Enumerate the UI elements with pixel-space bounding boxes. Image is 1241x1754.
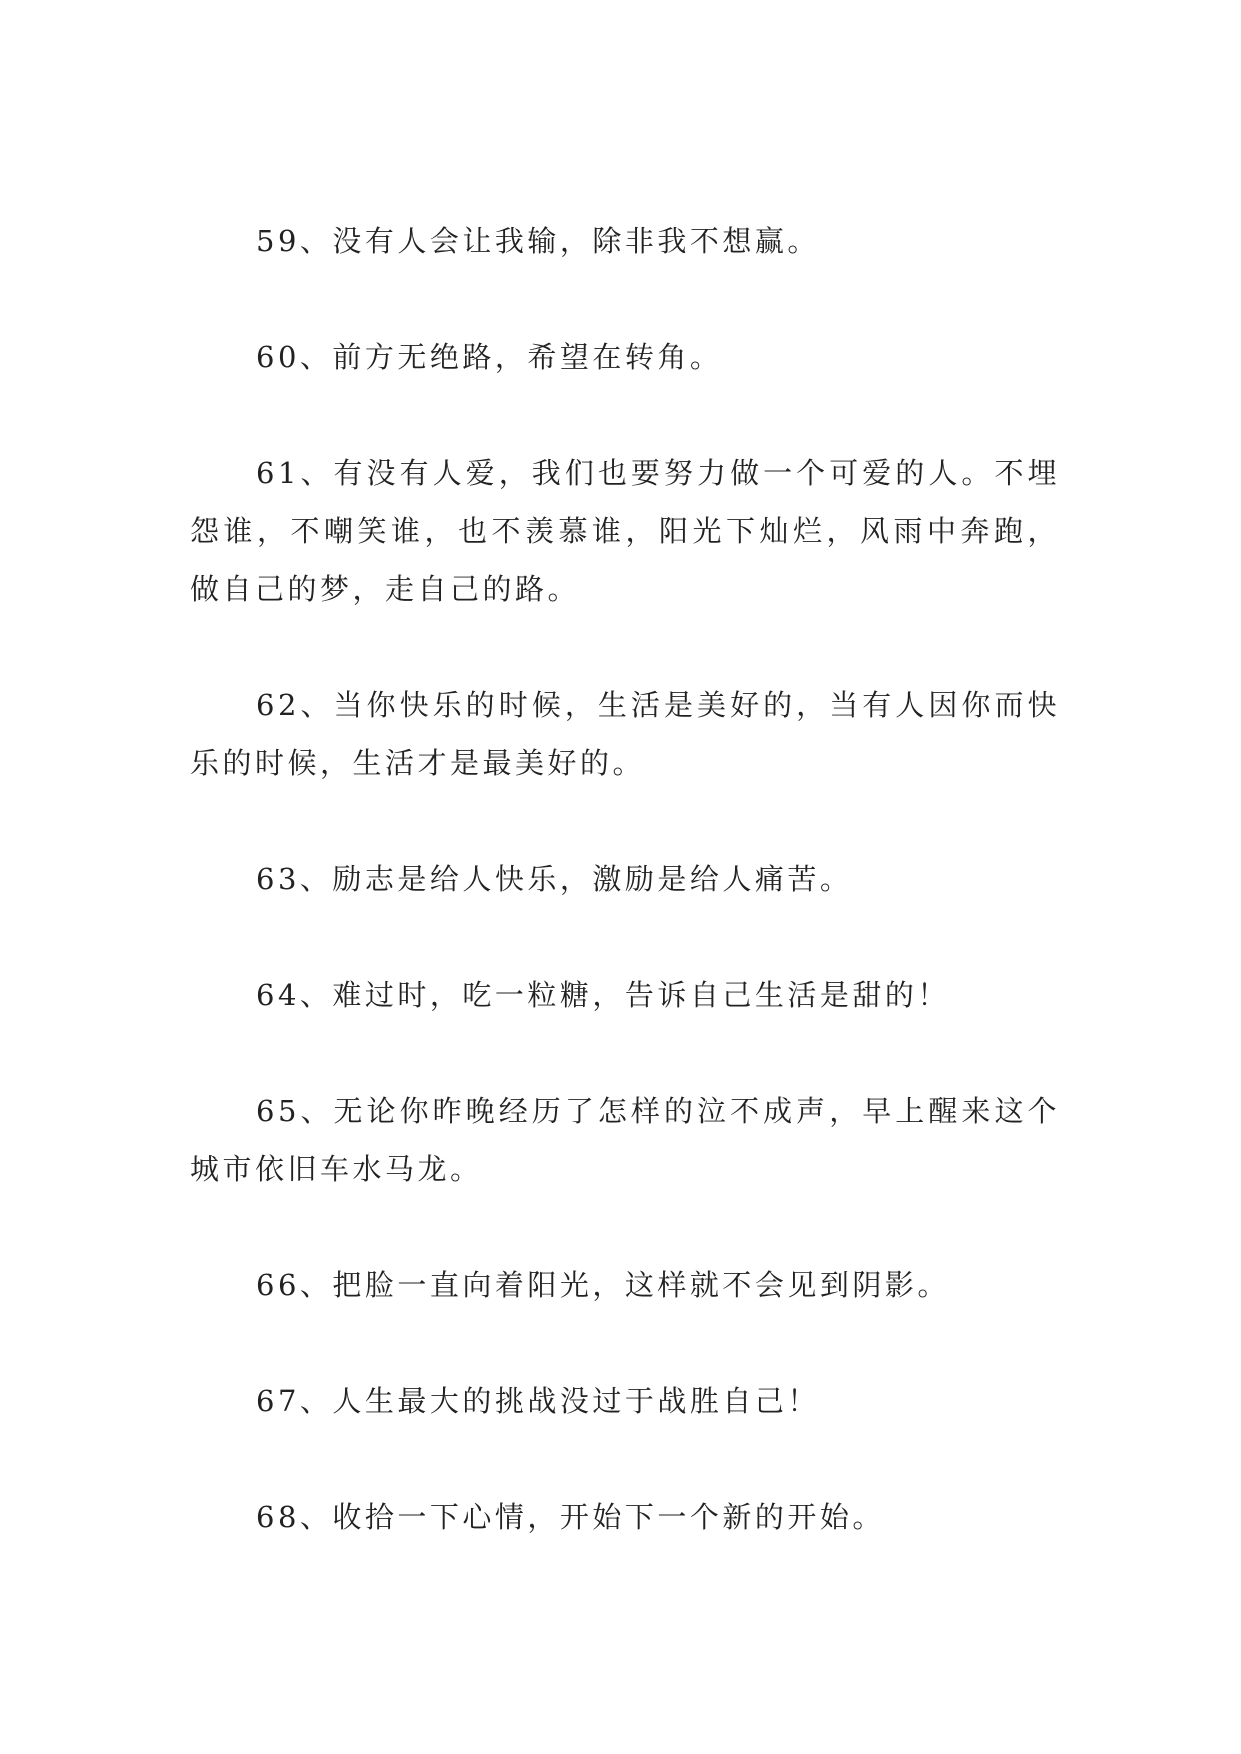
- paragraph-62: 62、当你快乐的时候，生活是美好的，当有人因你而快乐的时候，生活才是最美好的。: [190, 688, 1060, 780]
- paragraph-66: 66、把脸一直向着阳光，这样就不会见到阴影。: [256, 1268, 950, 1302]
- paragraph-65: 65、无论你昨晚经历了怎样的泣不成声，早上醒来这个城市依旧车水马龙。: [190, 1094, 1060, 1186]
- paragraph-60: 60、前方无绝路，希望在转角。: [256, 340, 723, 374]
- paragraph-61: 61、有没有人爱，我们也要努力做一个可爱的人。不埋怨谁，不嘲笑谁，也不羡慕谁，阳光下灿烂，风雨中奔跑，做自己的梦，走自己的路。: [190, 456, 1060, 606]
- paragraph-63: 63、励志是给人快乐，激励是给人痛苦。: [256, 862, 853, 896]
- paragraph-64: 64、难过时，吃一粒糖，告诉自己生活是甜的！: [256, 978, 950, 1012]
- paragraph-59: 59、没有人会让我输，除非我不想赢。: [256, 224, 820, 258]
- document-body: [190, 212, 1060, 1546]
- paragraph-68: 68、收拾一下心情，开始下一个新的开始。: [256, 1500, 885, 1534]
- paragraph-67: 67、人生最大的挑战没过于战胜自己！: [256, 1384, 820, 1418]
